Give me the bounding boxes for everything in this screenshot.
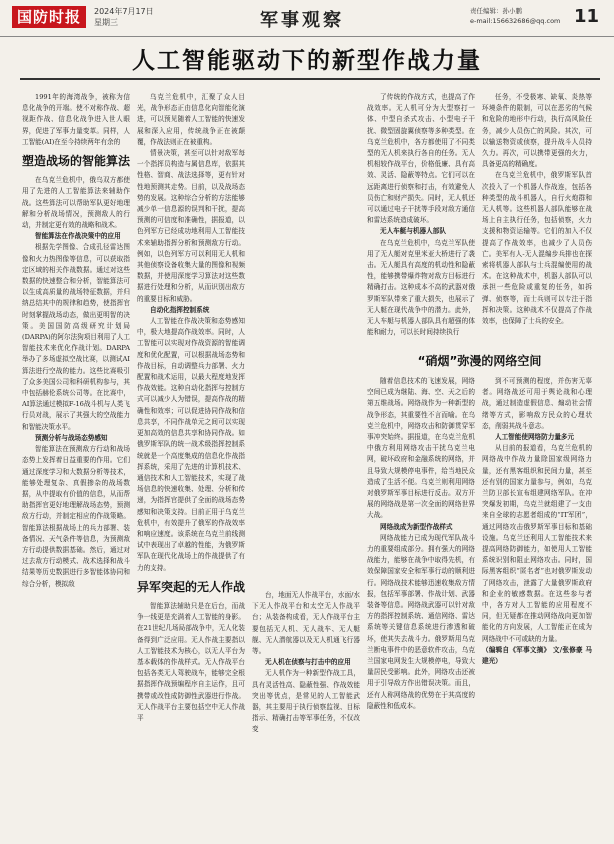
paragraph: 根据先学图像、合成孔径雷达图像和火力热图像等信息，可以获取指定区域的相关作战数据。通过对这些数据的快速整合和分析，智能算法可以生成高质量的战场特征数据，并归纳总结其中的规律和趋势，使指挥官时刻掌握战场动态，做出更明智的决策。美国国防高级研究计划局(DARPA)的阿尔法狗项目利用了人工智能技术来优化作战计划。DARPA举办了多场虚拟空战比赛，以测试AI算法进行空战的能力。这些比赛吸引了众多美国公司和科研机构参与，其中包括赫伦系统公司等。在比赛中，AI算法通过模拟F-16战斗机与人类飞行员对战，展示了其强大的空战能力和智能决策水平。 — [22, 243, 130, 431]
paragraph: 网络战能力已成为现代军队战斗力的重要组成部分。拥有强大的网络战能力，能够在战争中取得先机，有效保障国家安全和军事行动的顺利进行。网络战技术能够迅速收集敌方情报，包括军事部署、作战计划、武器装备等信息。网络战武器可以针对敌方的指挥控制系统、通信网络、雷达系统等关键信息系统进行渗透和破坏，使其失去战斗力。俄罗斯用乌克兰断电事件中的恶意软件攻击，乌克兰国家电网发生大规模停电，导致大量居民受影响。此外，网络攻击还被用于引导敌方作出错误决策。而且，还有人称网络战的优势在于其高度的隐蔽性和低成本。 — [367, 533, 475, 710]
editor-block — [470, 6, 560, 26]
paragraph: 智能算法辅助只是在后台，而战争一线更是充满着人工智能的身影。在21世纪几场局部战争中，无人化装备得到广泛应用。无人作战主要指以人工智能技术为核心，以无人平台为基本载体的作战样式。无人作战平台包括各类无人驾驶战车，能够完全根据指挥作战预编程序自主运作，且可携带或改性成防御性武器进行作战。无人作战平台主要包括空中无人作战平 — [137, 601, 245, 722]
section-subtitle: 无人机在侦察与打击中的应用 — [265, 658, 351, 667]
page-number: 11 — [574, 6, 600, 27]
column-3 — [252, 590, 360, 836]
paragraph: 情景决策，甚至可以针对敌军每一个指挥员构造与属信息库，依据其性格、智商、战法选择等，更有针对性地预测其走势。目前，以及战场态势的发展。这种综合分析的方法能够减少单一信息源的误判和干扰，提高预测的可信度和准确性，据报道，以色列军方已经成功地利用人工智能技术来辅助指挥分析和预测敌方行动。例如，以色列军方可以利用无人机和其他侦察设备收集大量的图像和视频数据，并使用深度学习算法对这些数据进行处理和分析，从而识别出敌方的重要目标和威胁。 — [137, 149, 245, 303]
subheading: 塑造战场的智能算法 — [22, 154, 130, 169]
paragraph: 从目前的报道看，乌克兰危机的网络战中作战力量除国家级网络力量，还有黑客组织和民间力量，甚至还有别的国家力量参与，例如，乌克兰防卫部长宣布组建网络军队。在冲突爆发初期，乌克兰就组建了一支由来自全球的志愿者组成的“IT军团”，通过网络攻击俄罗斯军事目标和基础设施。乌克兰还利用人工智能技术来提高网络防御能力，如使用人工智能系统识别和阻止网络攻击。同时，国际黑客组织“匿名者”也对俄罗斯发动了网络攻击，泄露了大量俄罗斯政府和企业的敏感数据。在这些参与者中，各方对人工智能的应用程度不同，但无疑都在推动网络战向更加智能化的方向发展，人工智能正在成为网络战中不可或缺的力量。 — [482, 444, 592, 643]
newspaper-logo: 国防时报 — [12, 6, 86, 28]
paragraph: 智能算法在预测敌方行动和战场态势上发挥着日益重要的作用。它们通过深度学习和大数据分析等技术，能够处理复杂、真假掺杂的战场数据，从中提取有价值的信息，从而帮助指挥官更好地理解战场态势，预测敌方行动，并制定相应的作战策略。智能算法根据战场上的兵力部署、装备情况、天气条件等信息，为预测敌方行动提供数据基础。然后，通过对过去敌方行动模式、战术选择和战斗结果等历史数据进行多智能体协同和综合分析，模拟敌 — [22, 445, 130, 588]
editor-email: e-mail:156632686@qq.com — [470, 17, 561, 25]
column-6 — [367, 376, 475, 836]
section-title: 军事观察 — [260, 10, 344, 31]
column-5 — [482, 92, 592, 350]
date-block — [94, 6, 154, 28]
section-subtitle: 人工智能使网络防力量多元 — [495, 433, 575, 442]
paragraph: 在乌克兰危机中，俄乌双方都使用了先进的人工智能算法来辅助作战。这些算法可以帮助军队更好地理解和分析战场情况，预测敌人的行动，并制定更有效的战略和战术。 — [22, 176, 130, 230]
paragraph: 了传统的作战方式，也提高了作战效率。无人机可分为大型察打一体、中型自杀式攻击、小型电子干扰、微型固旋翼侦察等多种类型。在乌克兰危机中，各方都使用了不同类型的无人机来执行各自的任务。无人机相较作战平台，价格低廉、具有高效、灵活、隐蔽等特点。它们可以在远距离进行侦察和打击，有效避免人员伤亡和财产损失。同时，无人机还可以通过电子干扰等手段对敌方通信和雷达系统造成破坏。 — [367, 93, 475, 225]
section-subtitle: 预测分析与战场态势感知 — [35, 433, 108, 442]
masthead — [0, 0, 614, 37]
issue-date: 2024年7月17日 — [94, 7, 154, 16]
headline-rule — [20, 78, 600, 80]
paragraph: 乌克兰危机中，汇聚了众人目光，战争形态正由信息化向智能化演进，可以预见随着人工智能的快速发展和深入应用，传统战争正在被颠覆，作战法则正在被重构。 — [137, 93, 245, 146]
section-subtitle: 自动化指挥控制系统 — [150, 305, 210, 314]
paragraph: 在乌克兰危机中，俄罗斯军队首次投入了一个机器人作战连，包括各种类型的战斗机器人，自行火炮群和无人机等。这些机器人部队能够在战场上自主执行任务，包括侦察，火力支援和物资运输等。它们的加入不仅提高了作战效率，也减少了人员伤亡。美军有人-无人混编步兵排也在探索将机器人部队与士兵混编使用的战术。在这种战术中，机器人部队可以承担一些危险或重复的任务，如拆弹、侦察等，而士兵则可以专注于指挥和决策。这种战术不仅提高了作战效率，也保障了士兵的安全。 — [482, 171, 592, 326]
paragraph: 到不可预测的程度，并伤害无辜者。网络战还可用于舆论战和心理战，通过制造虚假信息、煽动社会情绪等方式，影响敌方民众的心理状态，削弱其战斗意志。 — [482, 377, 592, 430]
section-subtitle: 智能算法在作战决策中的应用 — [35, 232, 121, 241]
byline: （编辑自《军事文摘》 文/张修豪 马建光） — [482, 645, 592, 666]
column-2 — [137, 92, 245, 832]
paragraph: 随着信息技术的飞速发展，网络空间已成为继陆、海、空、天之后的第五维战场。网络战作为一种新型的战争形态，其重要性不言而喻。在乌克兰危机中，网络攻击和防御贯穿军事冲突始终。据报道，在乌克兰危机中俄方利用网络攻击干扰乌克兰电网，破坏政府和金融系统的网络，并且导致大规模停电事件，给当地民众造成了生活不便。乌克兰则利用网络对俄罗斯军事目标进行反击。双方开展的网络战是第一次全面的网络世界大战。 — [367, 377, 475, 520]
column-1 — [22, 92, 130, 832]
column-4 — [367, 92, 475, 350]
column-7 — [482, 376, 592, 836]
section-subtitle: 无人车艇与机器人部队 — [380, 227, 446, 236]
paragraph: 任务，不受极寒、缺氧、炎热等环境条件的限制，可以在恶劣的气候和危险的地形中行动，执行高风险任务，减少人员伤亡的风险。其次，可以输送物资或侦察，提升战斗人员持久力。再次，可以携带更强的火力，具备更高的精确度。 — [482, 93, 592, 169]
subheading: “硝烟”弥漫的网络空间 — [417, 354, 542, 368]
issue-weekday: 星期三 — [94, 18, 118, 27]
subheading: 异军突起的无人作战 — [137, 579, 245, 594]
paragraph: 人工智能在作战决策和态势感知中，极大地提高作战效率。同时，人工智能可以实现对作战资源的智能调度和优化配置，可以根据战场态势和作战目标，自动调整兵力部署、火力配置和战术运用，以最大程度地发挥作战效能。这种自动化指挥与控制方式可以减少人为错误，提高作战的精确性和效率；可以促进协同作战和信息共享，不同作战单元之间可以实现更加高效的信息共享和协同作战。如俄罗斯军队的统一战术级指挥控制系统就是一个高度集成的信息化作战指挥系统，采用了先进的计算机技术、通信技术和人工智能技术，实现了战场信息的快速收集、处理、分析和传递，为指挥官提供了全面的战场态势感知和决策支持。目前正用于乌克兰危机中，有效提升了俄军的作战效率和响应速度。该系统在乌克兰前线测试中表现出了卓越的性能，为俄罗斯军队在现代化战场上的作战提供了有力的支持。 — [137, 317, 245, 572]
section-subtitle: 网络战成为新型作战样式 — [380, 522, 453, 531]
headline: 人工智能驱动下的新型作战力量 — [132, 48, 482, 74]
paragraph: 1991年的海湾战争，被称为信息化战争的开端。使不对称作战、超视距作战、信息化战争进入世人眼界，促进了军事力量变革。同样，人工智能(AI)在至今持续两年有余的 — [22, 93, 130, 146]
paragraph: 无人机作为一种新型作战工具，具有灵活性高、隐蔽性强、作战效能突出等优点，是常见的人工智能武器，其主要用于执行侦察监视、目标指示、精确打击等军事任务，不仅改变 — [252, 669, 360, 734]
paragraph: 台，地面无人作战平台，水面/水下无人作战平台和太空无人作战平台；从装备构成看，无人作战平台主要包括无人机、无人战车、无人艇舰、无人潜航器以及无人机通飞行器等。 — [252, 591, 360, 656]
editor-name: 责任编辑：孙小鹏 — [470, 7, 522, 15]
paragraph: 在乌克兰危机中，乌克兰军队使用了无人艇对克里米亚大桥进行了袭击。无人艇具有高度的机动性和隐蔽性，能够携带爆炸物对敌方目标进行精确打击。这种成本不高的武器对俄罗斯军队带来了重大损失，也展示了无人艇在现代战争中的潜力。此外，无人车艇与机器人部队具有超强的体能和耐力，可以长时间持续执行 — [367, 238, 475, 337]
